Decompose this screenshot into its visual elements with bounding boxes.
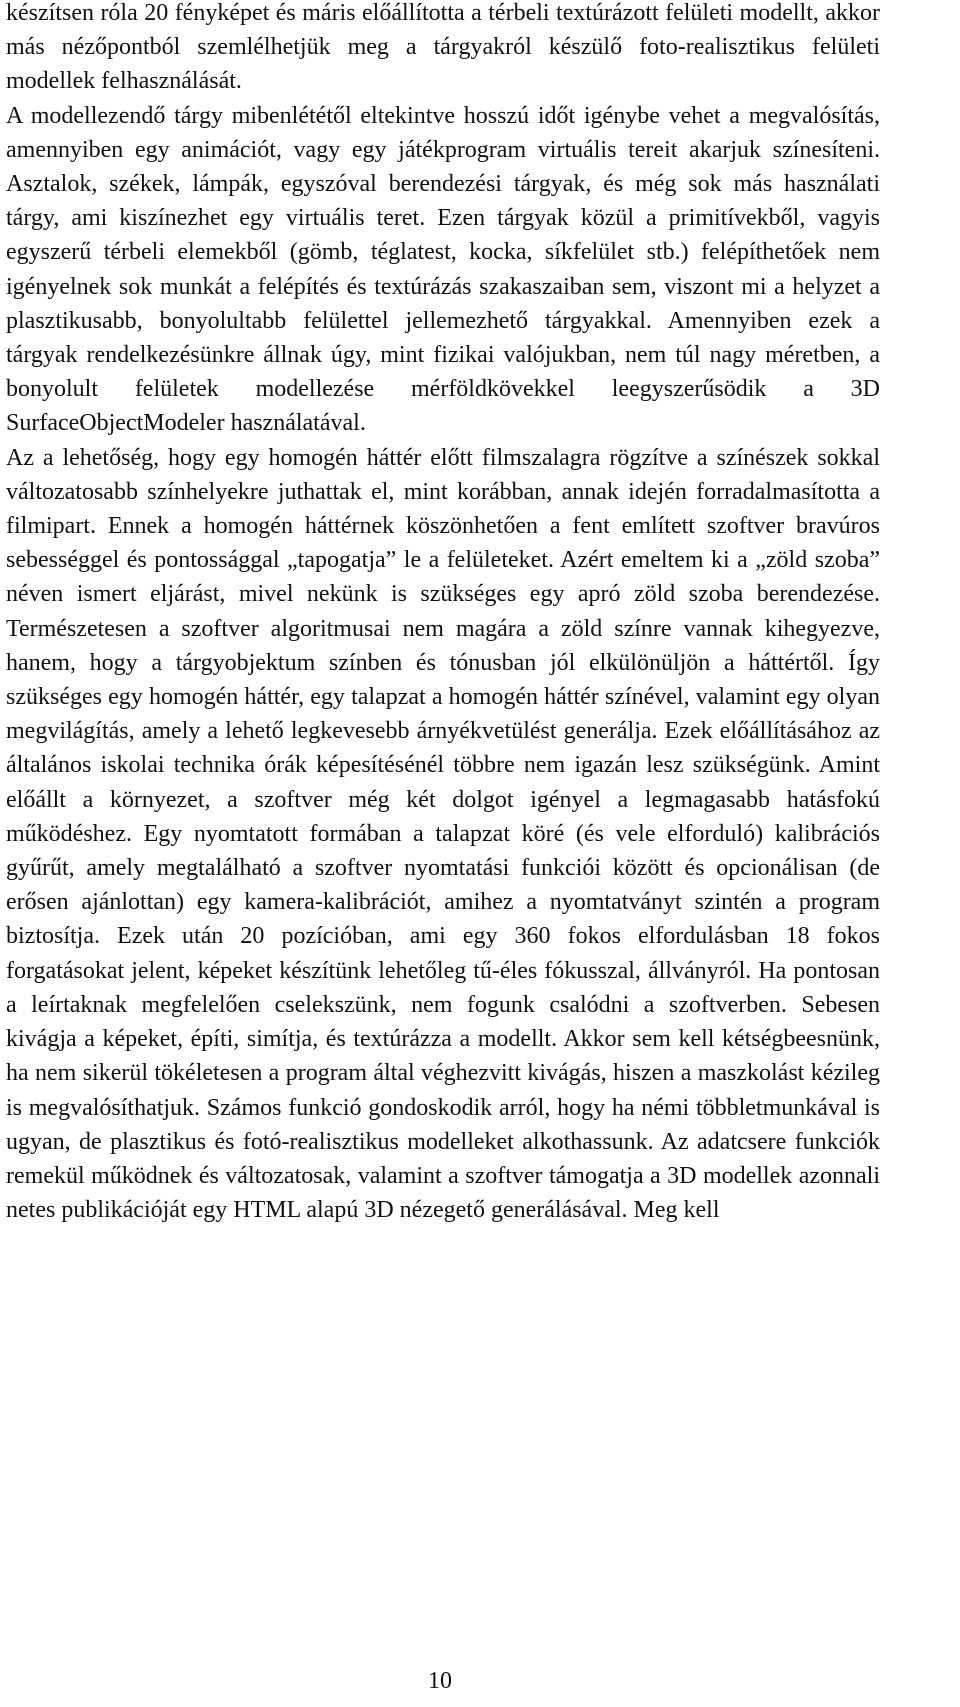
page-number: 10	[428, 1668, 452, 1694]
paragraph-green-room: Az a lehetőség, hogy egy homogén háttér előtt filmszalagra rögzítve a színészek sokkal változatosabb színhelyekre juthattak el, mint korábban, annak idején forradalmasította a filmipart. Ennek a homogén háttérnek köszönhetően a fent említett szoftver bravúros sebességgel és pontossággal „tapogatja” le a felületeket. Azért emeltem ki a „zöld szoba” néven ismert eljárást, mivel nekünk is szükséges egy apró zöld szoba berendezése. Természetesen a szoftver algoritmusai nem magára a zöld színre vannak kihegyezve, hanem, hogy a tárgyobjektum színben és tónusban jól elkülönüljön a háttértől. Így szükséges egy homogén háttér, egy talapzat a homogén háttér színével, valamint egy olyan megvilágítás, amely a lehető legkevesebb árnyékvetülést generálja. Ezek előállításához az általános iskolai technika órák képesítésénél többre nem igazán lesz szükségünk. Amint előállt a környezet, a szoftver még két dolgot igényel a legmagasabb hatásfokú működéshez. Egy nyomtatott formában a talapzat köré (és vele elforduló) kalibrációs gyűrűt, amely megtalálható a szoftver nyomtatási funkciói között és opcionálisan (de erősen ajánlottan) egy kamera-kalibrációt, amihez a nyomtatványt szintén a program biztosítja. Ezek után 20 pozícióban, ami egy 360 fokos elfordulásban 18 fokos forgatásokat jelent, képeket készítünk lehetőleg tű-éles fókusszal, állványról. Ha pontosan a leírtaknak megfelelően cselekszünk, nem fogunk csalódni a szoftverben. Sebesen kivágja a képeket, építi, simítja, és textúrázza a modellt. Akkor sem kell kétségbeesnünk, ha nem sikerül tökéletesen a program által véghezvitt kivágás, hiszen a maszkolást kézileg is megvalósíthatjuk. Számos funkció gondoskodik arról, hogy ha némi többletmunkával is ugyan, de plasztikus és fotó-realisztikus modelleket alkothassunk. Az adatcsere funkciók remekül működnek és változatosak, valamint a szoftver támogatja a 3D modellek azonnali netes publikációját egy HTML alapú 3D nézegető generálásával. Meg kell	[6, 444, 880, 1224]
paragraph-intro: készítsen róla 20 fényképet és máris előállította a térbeli textúrázott felületi modellt, akkor más nézőpontból szemlélhetjük meg a tárgyakról készülő foto-realisztikus felületi modellek felhasználását.	[6, 0, 880, 95]
paragraph-modeling: A modellezendő tárgy mibenlététől eltekintve hosszú időt igénybe vehet a megvalósítás, amennyiben egy animációt, vagy egy játékprogram virtuális tereit akarjuk színesíteni. Asztalok, székek, lámpák, egyszóval berendezési tárgyak, és még sok más használati tárgy, ami kiszínezhet egy virtuális teret. Ezen tárgyak közül a primitívekből, vagyis egyszerű térbeli elemekből (gömb, téglatest, kocka, síkfelület stb.) felépíthetőek nem igényelnek sok munkát a felépítés és textúrázás szakaszaiban sem, viszont mi a helyzet a plasztikusabb, bonyolultabb felülettel jellemezhető tárgyakkal. Amennyiben ezek a tárgyak rendelkezésünkre állnak úgy, mint fizikai valójukban, nem túl nagy méretben, a bonyolult felületek modellezése mérföldkövekkel leegyszerűsödik a 3D SurfaceObjectModeler használatával.	[6, 102, 880, 437]
document-body	[6, 0, 880, 1227]
